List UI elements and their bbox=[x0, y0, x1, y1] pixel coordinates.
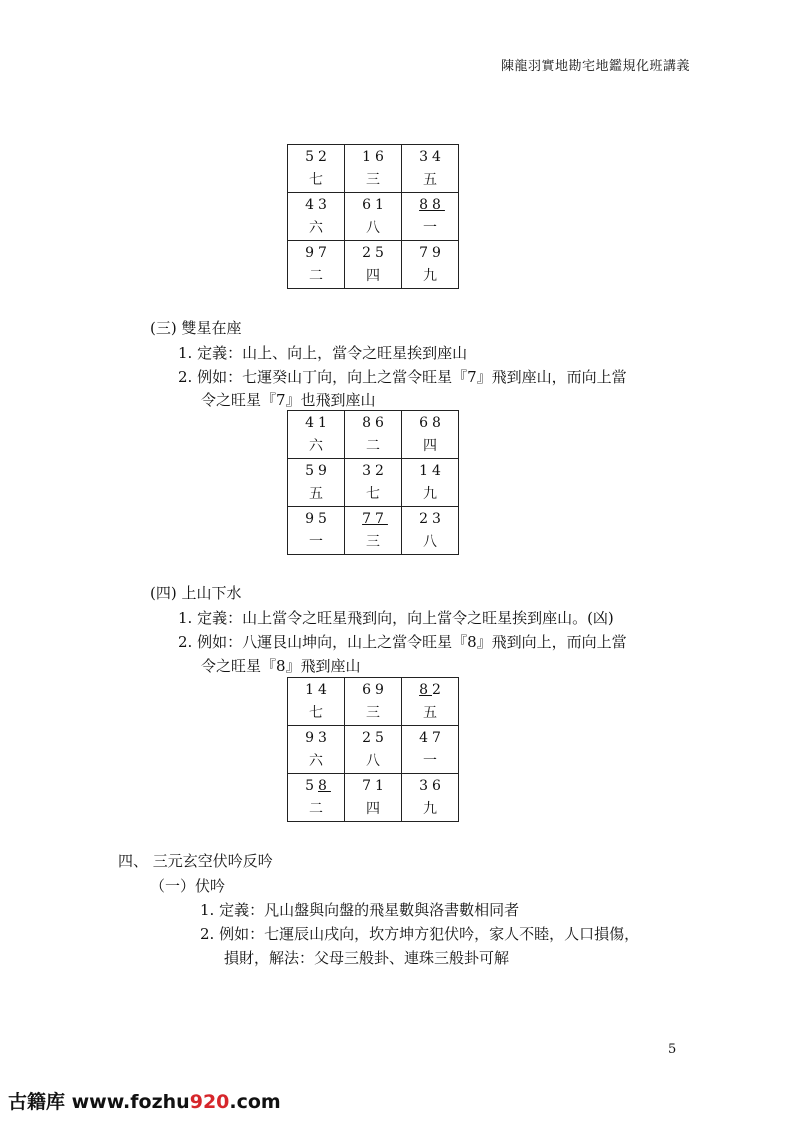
mountain-star: 1 bbox=[305, 681, 318, 698]
chapter-4-item-2: 2. 例如：七運辰山戌向，坎方坤方犯伏吟，家人不睦，人口損傷， bbox=[200, 925, 640, 943]
star-numbers bbox=[402, 460, 458, 483]
facing-star: 2 bbox=[375, 462, 388, 479]
grid-row bbox=[288, 678, 459, 726]
section-4-item-2: 2. 例如：八運艮山坤向，山上之當令旺星『8』飛到向上，而向上當 bbox=[178, 633, 627, 651]
base-star: 三 bbox=[366, 533, 380, 550]
base-star: 五 bbox=[423, 171, 437, 188]
grid-cell bbox=[345, 459, 402, 507]
base-star: 七 bbox=[309, 171, 323, 188]
base-star: 九 bbox=[423, 800, 437, 817]
grid-row bbox=[288, 507, 459, 555]
grid-cell bbox=[288, 726, 345, 774]
star-numbers bbox=[345, 775, 401, 798]
section-3-item-1: 1. 定義：山上、向上，當令之旺星挨到座山 bbox=[178, 344, 468, 362]
mountain-star: 7 bbox=[362, 510, 375, 527]
star-numbers bbox=[402, 194, 458, 217]
flying-star-grid-3 bbox=[287, 677, 459, 822]
base-star: 二 bbox=[309, 267, 323, 284]
star-numbers bbox=[288, 508, 344, 531]
section-4-title: (四) 上山下水 bbox=[150, 584, 242, 602]
mountain-star: 6 bbox=[419, 414, 432, 431]
grid-row bbox=[288, 726, 459, 774]
mountain-star: 4 bbox=[419, 729, 432, 746]
facing-star: 5 bbox=[375, 244, 388, 261]
star-numbers bbox=[402, 679, 458, 702]
grid-cell bbox=[345, 411, 402, 459]
star-numbers bbox=[402, 412, 458, 435]
watermark-domain: .com bbox=[229, 1091, 281, 1113]
mountain-star: 3 bbox=[362, 462, 375, 479]
section-4-item-2-cont: 令之旺星『8』飛到座山 bbox=[201, 657, 361, 675]
grid-row bbox=[288, 411, 459, 459]
chapter-4-item-1: 1. 定義：凡山盤與向盤的飛星數與洛書數相同者 bbox=[200, 901, 520, 919]
star-numbers bbox=[288, 727, 344, 750]
facing-star: 9 bbox=[432, 244, 445, 261]
mountain-star: 8 bbox=[362, 414, 375, 431]
star-numbers bbox=[288, 146, 344, 169]
grid-cell bbox=[288, 774, 345, 822]
star-numbers bbox=[345, 412, 401, 435]
mountain-star: 5 bbox=[305, 148, 318, 165]
grid-cell bbox=[288, 678, 345, 726]
facing-star: 6 bbox=[375, 414, 388, 431]
mountain-star: 1 bbox=[362, 148, 375, 165]
mountain-star: 1 bbox=[419, 462, 432, 479]
facing-star: 1 bbox=[375, 196, 388, 213]
base-star: 八 bbox=[423, 533, 437, 550]
page-header: 陳龍羽實地勘宅地鑑規化班講義 bbox=[500, 59, 690, 74]
base-star: 八 bbox=[366, 752, 380, 769]
star-numbers bbox=[345, 242, 401, 265]
watermark bbox=[8, 1087, 281, 1114]
facing-star: 4 bbox=[318, 681, 331, 698]
star-numbers bbox=[402, 242, 458, 265]
base-star: 七 bbox=[366, 485, 380, 502]
grid-cell bbox=[402, 678, 459, 726]
grid-cell bbox=[402, 411, 459, 459]
grid-cell bbox=[345, 241, 402, 289]
facing-star: 5 bbox=[375, 729, 388, 746]
base-star: 四 bbox=[366, 267, 380, 284]
star-numbers bbox=[345, 727, 401, 750]
grid-cell bbox=[288, 507, 345, 555]
star-numbers bbox=[345, 194, 401, 217]
mountain-star: 9 bbox=[305, 244, 318, 261]
grid-row bbox=[288, 774, 459, 822]
watermark-text: 古籍库 www.fozhu bbox=[8, 1091, 190, 1113]
facing-star: 4 bbox=[432, 148, 445, 165]
grid-cell bbox=[288, 411, 345, 459]
base-star: 一 bbox=[309, 533, 323, 550]
star-numbers bbox=[345, 460, 401, 483]
section-3-item-2-cont: 令之旺星『7』也飛到座山 bbox=[201, 391, 376, 409]
mountain-star: 5 bbox=[305, 462, 318, 479]
base-star: 二 bbox=[309, 800, 323, 817]
section-3-title: (三) 雙星在座 bbox=[150, 319, 242, 337]
star-numbers bbox=[402, 146, 458, 169]
star-numbers bbox=[288, 242, 344, 265]
grid-cell bbox=[345, 678, 402, 726]
base-star: 五 bbox=[423, 704, 437, 721]
base-star: 六 bbox=[309, 752, 323, 769]
facing-star: 4 bbox=[432, 462, 445, 479]
mountain-star: 2 bbox=[419, 510, 432, 527]
mountain-star: 2 bbox=[362, 729, 375, 746]
section-4-item-1: 1. 定義：山上當令之旺星飛到向，向上當令之旺星挨到座山。(凶) bbox=[178, 609, 614, 627]
star-numbers bbox=[345, 679, 401, 702]
facing-star: 6 bbox=[432, 777, 445, 794]
chapter-4-item-2-cont: 損財，解法：父母三般卦、連珠三般卦可解 bbox=[224, 949, 510, 967]
grid-row bbox=[288, 459, 459, 507]
page-number: 5 bbox=[668, 1042, 677, 1057]
base-star: 五 bbox=[309, 485, 323, 502]
mountain-star: 4 bbox=[305, 196, 318, 213]
facing-star: 3 bbox=[318, 196, 331, 213]
grid-cell bbox=[288, 193, 345, 241]
mountain-star: 2 bbox=[362, 244, 375, 261]
star-numbers bbox=[402, 775, 458, 798]
facing-star: 9 bbox=[318, 462, 331, 479]
base-star: 九 bbox=[423, 485, 437, 502]
facing-star: 2 bbox=[318, 148, 331, 165]
grid-cell bbox=[402, 507, 459, 555]
star-numbers bbox=[345, 146, 401, 169]
facing-star: 6 bbox=[375, 148, 388, 165]
grid-cell bbox=[345, 145, 402, 193]
facing-star: 7 bbox=[318, 244, 331, 261]
grid-cell bbox=[345, 726, 402, 774]
mountain-star: 5 bbox=[305, 777, 318, 794]
mountain-star: 8 bbox=[419, 196, 432, 213]
facing-star: 8 bbox=[432, 196, 445, 213]
grid-cell bbox=[288, 459, 345, 507]
facing-star: 7 bbox=[432, 729, 445, 746]
chapter-4-subtitle: （一）伏吟 bbox=[150, 877, 226, 895]
base-star: 三 bbox=[366, 704, 380, 721]
star-numbers bbox=[288, 194, 344, 217]
grid-cell bbox=[402, 459, 459, 507]
star-numbers bbox=[402, 727, 458, 750]
grid-cell bbox=[402, 241, 459, 289]
flying-star-grid-1 bbox=[287, 144, 459, 289]
star-numbers bbox=[288, 775, 344, 798]
grid-cell bbox=[345, 193, 402, 241]
mountain-star: 6 bbox=[362, 196, 375, 213]
grid-row bbox=[288, 145, 459, 193]
section-3-item-2: 2. 例如：七運癸山丁向，向上之當令旺星『7』飛到座山，而向上當 bbox=[178, 368, 627, 386]
facing-star: 5 bbox=[318, 510, 331, 527]
star-numbers bbox=[288, 460, 344, 483]
star-numbers bbox=[288, 412, 344, 435]
chapter-4-title: 四、 三元玄空伏吟反吟 bbox=[118, 852, 273, 870]
mountain-star: 9 bbox=[305, 510, 318, 527]
grid-cell bbox=[402, 193, 459, 241]
mountain-star: 7 bbox=[419, 244, 432, 261]
base-star: 六 bbox=[309, 437, 323, 454]
base-star: 七 bbox=[309, 704, 323, 721]
grid-cell bbox=[402, 726, 459, 774]
base-star: 二 bbox=[366, 437, 380, 454]
grid-row bbox=[288, 193, 459, 241]
base-star: 九 bbox=[423, 267, 437, 284]
facing-star: 2 bbox=[432, 681, 445, 698]
base-star: 六 bbox=[309, 219, 323, 236]
base-star: 一 bbox=[423, 219, 437, 236]
facing-star: 1 bbox=[318, 414, 331, 431]
grid-cell bbox=[345, 774, 402, 822]
base-star: 八 bbox=[366, 219, 380, 236]
facing-star: 1 bbox=[375, 777, 388, 794]
mountain-star: 3 bbox=[419, 777, 432, 794]
facing-star: 8 bbox=[432, 414, 445, 431]
grid-cell bbox=[288, 241, 345, 289]
grid-cell bbox=[288, 145, 345, 193]
star-numbers bbox=[402, 508, 458, 531]
base-star: 三 bbox=[366, 171, 380, 188]
flying-star-grid-2 bbox=[287, 410, 459, 555]
watermark-number: 920 bbox=[189, 1091, 230, 1113]
base-star: 一 bbox=[423, 752, 437, 769]
base-star: 四 bbox=[366, 800, 380, 817]
grid-cell bbox=[402, 145, 459, 193]
base-star: 四 bbox=[423, 437, 437, 454]
facing-star: 9 bbox=[375, 681, 388, 698]
grid-cell bbox=[345, 507, 402, 555]
mountain-star: 6 bbox=[362, 681, 375, 698]
mountain-star: 7 bbox=[362, 777, 375, 794]
mountain-star: 4 bbox=[305, 414, 318, 431]
facing-star: 7 bbox=[375, 510, 388, 527]
facing-star: 8 bbox=[318, 777, 331, 794]
facing-star: 3 bbox=[432, 510, 445, 527]
star-numbers bbox=[345, 508, 401, 531]
mountain-star: 3 bbox=[419, 148, 432, 165]
mountain-star: 9 bbox=[305, 729, 318, 746]
star-numbers bbox=[288, 679, 344, 702]
facing-star: 3 bbox=[318, 729, 331, 746]
mountain-star: 8 bbox=[419, 681, 432, 698]
grid-cell bbox=[402, 774, 459, 822]
grid-row bbox=[288, 241, 459, 289]
